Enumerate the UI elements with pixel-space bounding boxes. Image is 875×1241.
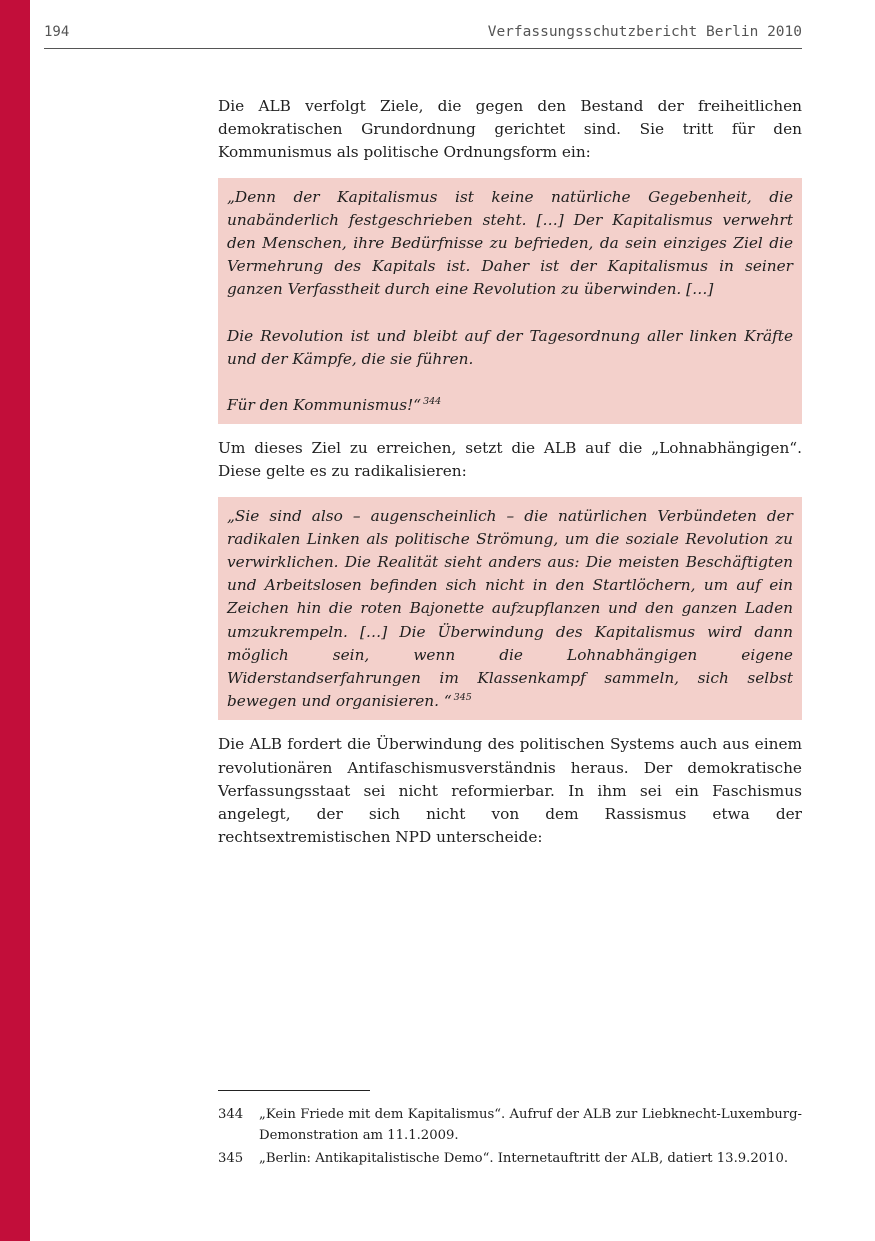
quote-1-paragraph-1: „Denn der Kapitalismus ist keine natürliche Gegebenheit, die unabänderlich festgeschrieben steht. […] Der Kapitalismus verwehrt den Menschen, ihre Bedürfnisse zu befrieden, da sein einziges Ziel die Vermehrung des Kapitals ist. Daher ist der Kapitalismus in seiner ganzen Verfasstheit durch eine Revolution zu überwinden. […] [227,187,793,299]
paragraph-3: Die ALB fordert die Überwindung des politischen Systems auch aus einem revolutionären Antifaschismusverständnis heraus. Der demokratische Verfassungsstaat sei nicht reformierbar. In ihm sei ein Faschismus angelegt, der sich nicht von dem Rassismus etwa der rechtsextremistischen NPD unterscheide: [218,735,802,847]
quote-block-2 [218,497,802,721]
quote-1-paragraph-2: Die Revolution ist und bleibt auf der Tagesordnung aller linken Kräfte und der Kämpfe, die sie führen. [227,326,793,368]
footnote-number: 344 [218,1107,244,1122]
footnote-number: 345 [218,1151,244,1166]
quote-1-closing: Für den Kommunismus!“ [227,396,422,415]
quote-2-text: „Sie sind also – augenscheinlich – die natürlichen Verbündeten der radikalen Linken als politische Strömung, um die soziale Revolution zu verwirklichen. Die Realität sieht anders aus: Die meisten Beschäftigten und Arbeitslosen befinden sich nicht in den Startlöchern, um auf ein Zeichen hin die roten Bajonette aufzupflanzen und den ganzen Laden umzukrempeln. […] Die Überwindung des Kapitalismus wird dann möglich sein, wenn die Lohnabhängigen eigene Widerstandserfahrungen im Klassenkampf sammeln, sich selbst bewegen und organisieren. “ [227,506,793,711]
quote-1-paragraph-3 [227,394,793,417]
footnote-item [218,1104,802,1146]
footnote-item [218,1148,802,1169]
footnote-text: „Kein Friede mit dem Kapitalismus“. Aufruf der ALB zur Liebknecht-Luxemburg-Demonstration am 11.1.2009. [259,1107,802,1143]
footnote-ref-345[interactable]: 345 [453,692,472,704]
paragraph-1: Die ALB verfolgt Ziele, die gegen den Bestand der freiheitlichen demokratischen Grundordnung gerichtet sind. Sie tritt für den Kommunismus als politische Ordnungsform ein: [218,97,802,162]
side-color-bar [0,0,30,1241]
page-header [44,22,802,49]
footnote-ref-344[interactable]: 344 [423,395,442,407]
footnotes [218,1104,802,1171]
footnote-text: „Berlin: Antikapitalistische Demo“. Internetauftritt der ALB, datiert 13.9.2010. [259,1151,789,1166]
paragraph-2: Um dieses Ziel zu erreichen, setzt die ALB auf die „Lohnabhängigen“. Diese gelte es zu radikalisieren: [218,439,802,481]
main-content [218,95,802,849]
quote-block-1 [218,178,802,425]
document-title: Verfassungsschutzbericht Berlin 2010 [487,24,802,40]
page-number: 194 [44,24,70,40]
footnote-divider [218,1090,370,1091]
quote-2-paragraph-1 [227,505,793,714]
